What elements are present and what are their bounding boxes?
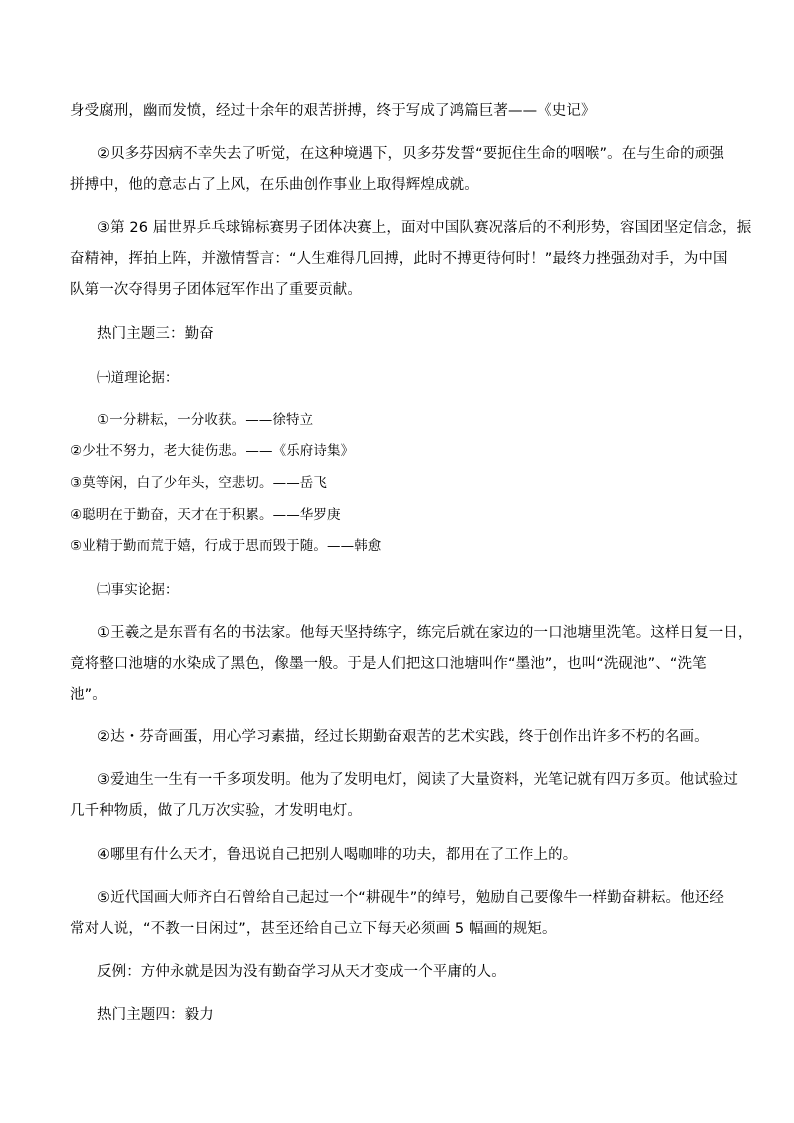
text-line: 队第一次夺得男子团体冠军作出了重要贡献。 [70,282,362,298]
text-line: 几千种物质，做了几万次实验，才发明电灯。 [70,803,362,819]
text-line: 身受腐刑，幽而发愤，经过十余年的艰苦拼搏，终于写成了鸿篇巨著——《史记》 [70,103,596,119]
text-line: ②贝多芬因病不幸失去了听觉，在这种境遇下，贝多芬发誓“要扼住生命的咽喉”。在与生命的顽强 [97,146,724,162]
text-line: 拼搏中，他的意志占了上风，在乐曲创作事业上取得辉煌成就。 [70,177,479,193]
text-line: ②达・芬奇画蛋，用心学习素描，经过长期勤奋艰苦的艺术实践，终于创作出许多不朽的名画。 [97,729,709,745]
text-line: ⑤近代国画大师齐白石曾给自己起过一个“耕砚牛”的绰号，勉励自己要像牛一样勤奋耕耘。他还经 [97,890,724,906]
text-line: 竟将整口池塘的水染成了黑色，像墨一般。于是人们把这口池塘叫作“墨池”，也叫“洗砚池”、“洗笔 [70,656,707,672]
text-line: 池”。 [70,687,107,703]
text-line: 常对人说，“不教一日闲过”，甚至还给自己立下每天必须画 5 幅画的规矩。 [70,921,557,937]
list-item: ③莫等闲，白了少年头，空悲切。——岳飞 [70,475,328,491]
section-heading: 热门主题四：毅力 [97,1007,214,1023]
text-line: ③爱迪生一生有一千多项发明。他为了发明电灯，阅读了大量资料，光笔记就有四万多页。他试验过 [97,772,738,788]
text-line: ④哪里有什么天才，鲁迅说自己把别人喝咖啡的功夫，都用在了工作上的。 [97,847,578,863]
text-line: ①王羲之是东晋有名的书法家。他每天坚持练字，练完后就在家边的一口池塘里洗笔。这样日复一日， [97,625,753,641]
list-item: ①一分耕耘，一分收获。——徐特立 [97,412,314,428]
text-line: 反例：方仲永就是因为没有勤奋学习从天才变成一个平庸的人。 [97,964,506,980]
subsection-heading: ㈠道理论据： [97,370,179,386]
subsection-heading: ㈡事实论据： [97,582,179,598]
list-item: ⑤业精于勤而荒于嬉，行成于思而毁于随。——韩愈 [70,538,382,554]
text-line: ③第 26 届世界乒乓球锦标赛男子团体决赛上，面对中国队赛况落后的不利形势，容国团坚定信念，振 [97,220,752,236]
list-item: ④聪明在于勤奋，天才在于积累。——华罗庚 [70,507,341,523]
list-item: ②少壮不努力，老大徒伤悲。——《乐府诗集》 [70,443,355,459]
section-heading: 热门主题三：勤奋 [97,326,214,342]
text-line: 奋精神，挥拍上阵，并激情誓言：“人生难得几回搏，此时不搏更待何时！”最终力挫强劲对手，为中国 [70,251,728,267]
